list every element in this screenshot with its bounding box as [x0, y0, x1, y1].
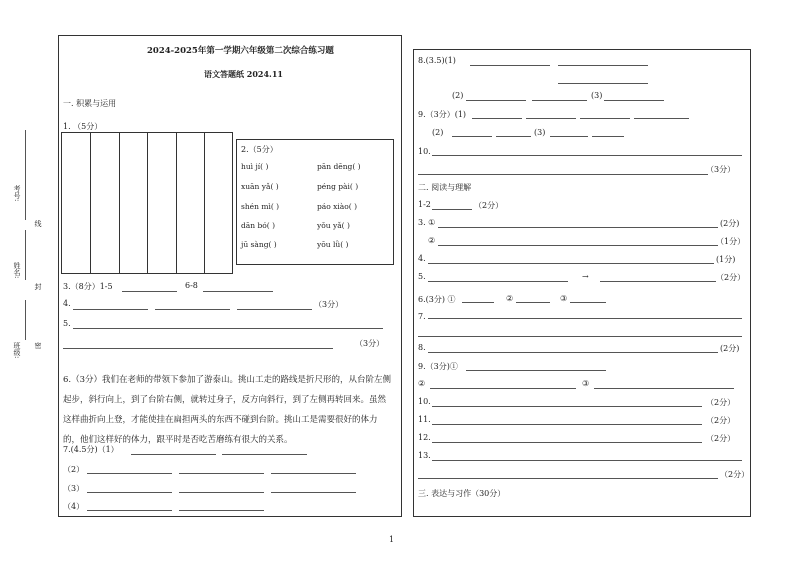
r9-label-c: ③: [582, 379, 590, 388]
q2-item[interactable]: jū sàng( ): [241, 240, 277, 249]
q7-line-2c[interactable]: [271, 473, 356, 474]
r-q8-line-1a[interactable]: [470, 65, 550, 66]
r-q9-label-3: (3): [534, 128, 546, 137]
r4-score: (1分): [716, 255, 736, 264]
exam-subtitle: 语文答题纸 2024.11: [204, 69, 283, 79]
r12-label: 12.: [418, 433, 431, 442]
r-q9-line-3b[interactable]: [592, 136, 624, 137]
q5-label: 5.: [63, 319, 71, 328]
r-q9-label: 9.（3分）(1): [418, 110, 467, 119]
q6-paragraph: 6.（3分）我们在老师的带领下参加了游泰山。挑山工走的路线是折尺形的，从台阶左侧起步，斜行向上，到了台阶右侧，就转过身子，反方向斜行，到了左侧再转回来。虽然这样曲折向上登，才能使挂在扁担两头的东西不碰到台阶。挑山工是需要很好的体力的，他们这样好的体力，跟平时是否吃苦磨练有很大的关系。: [63, 375, 392, 445]
class-label: 班级:: [13, 342, 21, 359]
q7-line-2a[interactable]: [87, 473, 172, 474]
seal-char-secret: 密: [34, 342, 42, 349]
q2-item[interactable]: dān bó( ): [241, 221, 276, 230]
r-q9-label-2: (2): [432, 128, 444, 137]
r4-label: 4.: [418, 254, 426, 263]
r-q8-label-2: (2): [452, 91, 464, 100]
r6-label: 6.(3分) ①: [418, 295, 456, 304]
r9-line-1[interactable]: [466, 370, 606, 371]
r9-line-2[interactable]: [430, 388, 576, 389]
r6-label-c: ③: [560, 294, 568, 303]
r-q8-line-3[interactable]: [604, 100, 664, 101]
q2-item[interactable]: shén mì( ): [241, 202, 280, 211]
r10-score: （2分）: [706, 398, 736, 407]
q5-score: （3分）: [355, 339, 385, 348]
q7-line-3c[interactable]: [271, 492, 356, 493]
q4-answer-line-3[interactable]: [237, 309, 312, 310]
section-2-heading: 二. 阅读与理解: [418, 183, 472, 192]
q7-label-3: （3）: [63, 484, 85, 493]
r-q8-line-1c[interactable]: [558, 83, 648, 84]
r1-label: 1-2: [418, 200, 431, 209]
r13-line-2[interactable]: [418, 478, 718, 479]
r9-label-b: ②: [418, 379, 426, 388]
r8-line[interactable]: [428, 352, 718, 353]
r-q9-line-1a[interactable]: [472, 118, 522, 119]
r-q10-line-1[interactable]: [432, 155, 742, 156]
q4-answer-line-2[interactable]: [155, 309, 230, 310]
r-q9-line-2a[interactable]: [452, 136, 492, 137]
q2-box: [236, 139, 394, 265]
q5-answer-line-1[interactable]: [73, 328, 383, 329]
r3b-score: （1分）: [716, 237, 746, 246]
r13-label: 13.: [418, 451, 431, 460]
r5-label: 5.: [418, 272, 426, 281]
page-number: 1: [389, 535, 395, 544]
q2-item[interactable]: péng pài( ): [317, 182, 359, 191]
q7-line-3a[interactable]: [87, 492, 172, 493]
r6-line-3[interactable]: [570, 302, 606, 303]
side-divider-3: [25, 300, 26, 340]
r8-score: (2分): [720, 344, 740, 353]
q7-label: 7.(4.5分)（1）: [63, 445, 119, 454]
r10-label: 10.: [418, 397, 431, 406]
q2-item[interactable]: páo xiào( ): [317, 202, 358, 211]
r-q9-line-3a[interactable]: [550, 136, 588, 137]
q4-label: 4.: [63, 299, 71, 308]
q3-label: 3.（8分）1-5: [63, 282, 113, 291]
r9-label: 9.（3分)①: [418, 362, 458, 371]
r-q9-line-2b[interactable]: [496, 136, 531, 137]
r-q8-line-1b[interactable]: [558, 65, 648, 66]
r13-score: （2分）: [720, 470, 750, 479]
q7-line-4a[interactable]: [87, 510, 172, 511]
q7-line-2b[interactable]: [179, 473, 264, 474]
left-answer-sheet: [58, 35, 402, 517]
character-grid[interactable]: [61, 132, 233, 274]
r-q9-line-1d[interactable]: [634, 118, 689, 119]
r7-line-1[interactable]: [428, 318, 742, 319]
q2-item[interactable]: pān dēng( ): [317, 162, 361, 171]
r6-label-b: ②: [506, 294, 514, 303]
q7-label-4: （4）: [63, 502, 85, 511]
seal-char-seal: 封: [34, 283, 42, 290]
r-q8-label: 8.(3.5)(1): [418, 56, 456, 65]
q3-label-b: 6-8: [185, 281, 198, 290]
section-1-heading: 一. 积累与运用: [63, 99, 117, 108]
r3-label: 3. ①: [418, 218, 436, 227]
side-divider-2: [25, 230, 26, 280]
seal-char-line: 线: [34, 220, 42, 227]
r-q10-score: （3分）: [706, 165, 736, 174]
r5-line-2[interactable]: [600, 281, 716, 282]
name-label: 姓名:: [13, 262, 21, 279]
side-divider: [25, 130, 26, 220]
r5-arrow: →: [582, 272, 589, 281]
q3-answer-line-1[interactable]: [122, 291, 177, 292]
r6-line-1[interactable]: [462, 302, 494, 303]
r1-score: （2分）: [474, 201, 504, 210]
q7-line-3b[interactable]: [179, 492, 264, 493]
r11-score: （2分）: [706, 416, 736, 425]
exam-number-label: 考号:: [13, 185, 21, 202]
r7-line-2[interactable]: [418, 336, 742, 337]
q7-line-1b[interactable]: [222, 454, 307, 455]
r-q10-label: 10.: [418, 147, 431, 156]
r-q9-line-1c[interactable]: [580, 118, 630, 119]
r-q10-line-2[interactable]: [418, 174, 708, 175]
r-q9-line-1b[interactable]: [526, 118, 576, 119]
r5-score: （2分）: [716, 273, 746, 282]
q2-item[interactable]: huì jí( ): [241, 162, 269, 171]
q3-answer-line-2[interactable]: [203, 291, 273, 292]
r6-line-2[interactable]: [516, 302, 550, 303]
r1-line[interactable]: [432, 209, 472, 210]
r3-line-2[interactable]: [438, 245, 718, 246]
r12-line[interactable]: [432, 442, 702, 443]
q7-line-4b[interactable]: [179, 510, 264, 511]
q2-item[interactable]: yōu lǜ( ): [317, 240, 349, 249]
r7-label: 7.: [418, 312, 426, 321]
r5-line-1[interactable]: [428, 281, 568, 282]
right-answer-sheet: [413, 49, 751, 517]
r9-line-3[interactable]: [594, 388, 734, 389]
r4-line[interactable]: [428, 263, 714, 264]
q1-label: 1. （5分）: [63, 122, 103, 131]
q2-item[interactable]: xuān yǎ( ): [241, 182, 279, 191]
exam-title: 2024-2025年第一学期六年级第二次综合练习题: [147, 46, 334, 56]
q4-score: （3分）: [314, 300, 344, 309]
r3-line-1[interactable]: [438, 227, 718, 228]
r10-line[interactable]: [432, 406, 702, 407]
q2-label: 2.（5分）: [241, 145, 278, 154]
r-q8-line-2[interactable]: [466, 100, 526, 101]
r13-line-1[interactable]: [432, 460, 742, 461]
section-3-heading: 三. 表达与习作（30分）: [418, 489, 506, 498]
q4-answer-line-1[interactable]: [73, 309, 148, 310]
q5-answer-line-2[interactable]: [63, 348, 333, 349]
q7-line-1a[interactable]: [131, 454, 216, 455]
r-q8-label-3: (3): [591, 91, 603, 100]
r-q8-line-2b[interactable]: [532, 100, 587, 101]
r3-score: (2分): [720, 219, 740, 228]
r8-label: 8.: [418, 343, 426, 352]
q7-label-2: （2）: [63, 465, 85, 474]
r3b-label: ②: [428, 236, 436, 245]
q2-item[interactable]: yǒu yǎ( ): [317, 221, 350, 230]
r11-line[interactable]: [432, 424, 702, 425]
r11-label: 11.: [418, 415, 431, 424]
r12-score: （2分）: [706, 434, 736, 443]
